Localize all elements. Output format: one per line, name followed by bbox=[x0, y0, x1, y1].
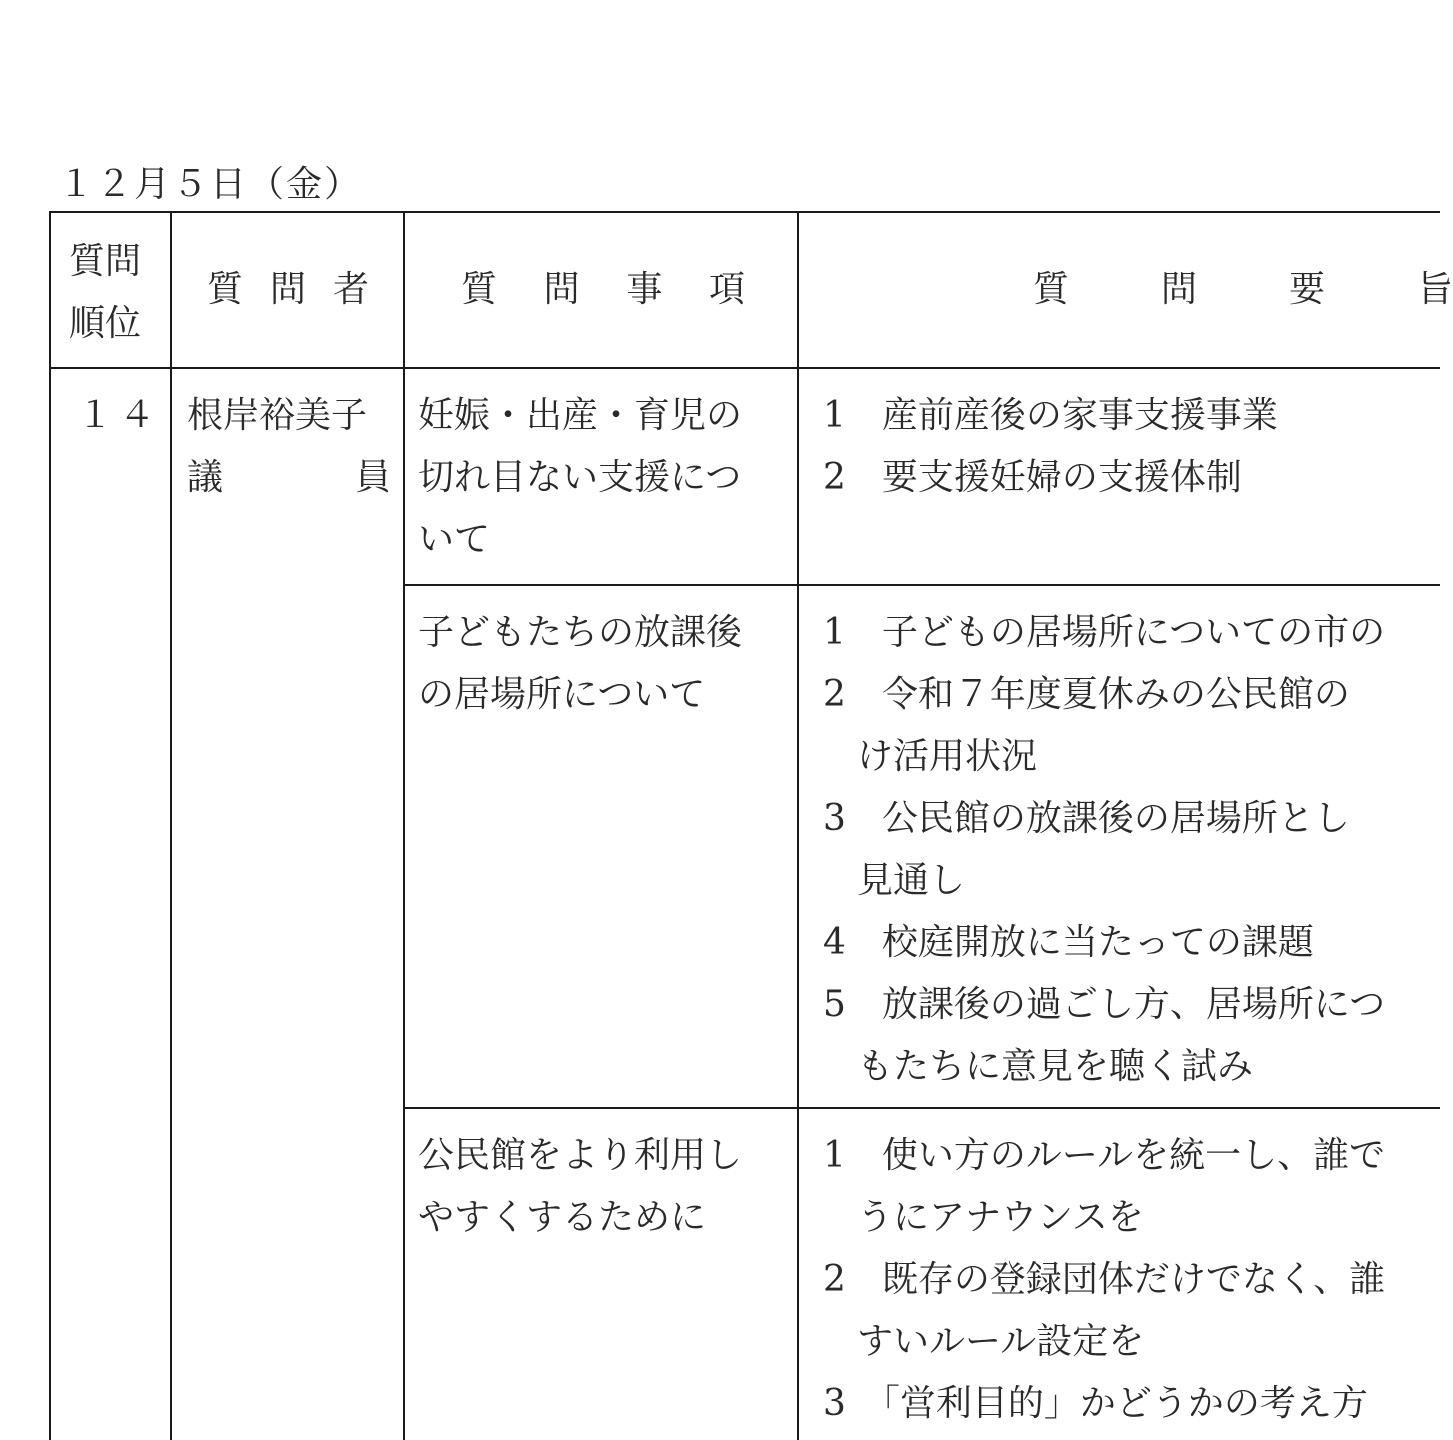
topic-2 bbox=[418, 602, 742, 726]
header-bottom-border bbox=[49, 367, 1440, 369]
questioner-name: 根岸裕美子 bbox=[187, 395, 368, 436]
topic-3-line-1: 公民館をより利用し bbox=[418, 1135, 743, 1176]
question-order: １４ bbox=[77, 395, 162, 436]
topic-2-bottom-border bbox=[403, 1107, 1440, 1109]
header-order-line-2: 順位 bbox=[69, 303, 142, 344]
header-questioner-char-1: 質 bbox=[207, 269, 244, 310]
questioner-title bbox=[187, 447, 391, 509]
topic-3 bbox=[418, 1125, 742, 1249]
topic-1-summary bbox=[823, 385, 1278, 509]
topic-3-item-3: 3 「営利目的」かどうかの考え方 bbox=[823, 1383, 1368, 1424]
topic-2-line-2: の居場所について bbox=[418, 674, 706, 715]
topic-col-border bbox=[797, 211, 799, 1440]
header-summary-char-3: 要 bbox=[1288, 269, 1325, 310]
header-questioner-char-2: 問 bbox=[269, 269, 306, 310]
topic-1-item-1: 1 産前産後の家事支援事業 bbox=[823, 395, 1278, 436]
question-table bbox=[49, 211, 1453, 1440]
header-summary-char-4: 旨 bbox=[1416, 269, 1453, 310]
topic-3-summary bbox=[823, 1125, 1385, 1435]
header-summary-char-2: 問 bbox=[1160, 269, 1197, 310]
header-topic-char-3: 事 bbox=[626, 269, 663, 310]
header-order-line-1: 質問 bbox=[69, 241, 142, 282]
header-questioner-char-3: 者 bbox=[332, 269, 369, 310]
topic-1-line-1: 妊娠・出産・育児の bbox=[418, 395, 743, 436]
topic-2-item-2: 2 令和７年度夏休みの公民館の bbox=[823, 674, 1350, 715]
topic-1-line-2: 切れ目ない支援につ bbox=[418, 457, 742, 498]
header-topic-char-4: 項 bbox=[708, 269, 745, 310]
topic-3-item-2-cont: すいルール設定を bbox=[857, 1321, 1145, 1362]
topic-1-line-3: いて bbox=[418, 519, 491, 560]
topic-2-line-1: 子どもたちの放課後 bbox=[418, 612, 743, 653]
topic-2-item-3: 3 公民館の放課後の居場所とし bbox=[823, 798, 1350, 839]
header-order bbox=[69, 231, 141, 355]
topic-3-item-1-cont: うにアナウンスを bbox=[857, 1197, 1144, 1238]
header-questioner bbox=[207, 259, 369, 321]
topic-2-item-1: 1 子どもの居場所についての市の bbox=[823, 612, 1386, 653]
topic-2-item-5-cont: もたちに意見を聴く試み bbox=[857, 1046, 1254, 1087]
order-col-border bbox=[170, 211, 172, 1440]
topic-2-item-3-cont: 見通し bbox=[857, 860, 966, 901]
header-topic-char-2: 問 bbox=[543, 269, 580, 310]
topic-1-item-2: 2 要支援妊婦の支援体制 bbox=[823, 457, 1242, 498]
topic-2-item-4: 4 校庭開放に当たっての課題 bbox=[823, 922, 1314, 963]
topic-2-item-2-cont: け活用状況 bbox=[857, 736, 1038, 777]
header-topic-char-1: 質 bbox=[461, 269, 498, 310]
topic-2-summary bbox=[823, 602, 1385, 1098]
table-left-border bbox=[49, 211, 51, 1440]
questioner-title-char-2: 員 bbox=[354, 457, 391, 498]
questioner-title-char-1: 議 bbox=[187, 457, 224, 498]
header-summary bbox=[1033, 259, 1453, 321]
topic-2-item-5: 5 放課後の過ごし方、居場所につ bbox=[823, 984, 1386, 1025]
topic-3-line-2: やすくするために bbox=[418, 1197, 707, 1238]
topic-1-bottom-border bbox=[403, 584, 1440, 586]
topic-1 bbox=[418, 385, 742, 571]
header-summary-char-1: 質 bbox=[1033, 269, 1070, 310]
topic-3-item-2: 2 既存の登録団体だけでなく、誰 bbox=[823, 1259, 1386, 1300]
topic-3-item-1: 1 使い方のルールを統一し、誰で bbox=[823, 1135, 1386, 1176]
questioner-col-border bbox=[403, 211, 405, 1440]
table-top-border bbox=[49, 211, 1440, 213]
header-topic bbox=[461, 259, 745, 321]
page-date: １２月５日（金） bbox=[58, 164, 363, 205]
